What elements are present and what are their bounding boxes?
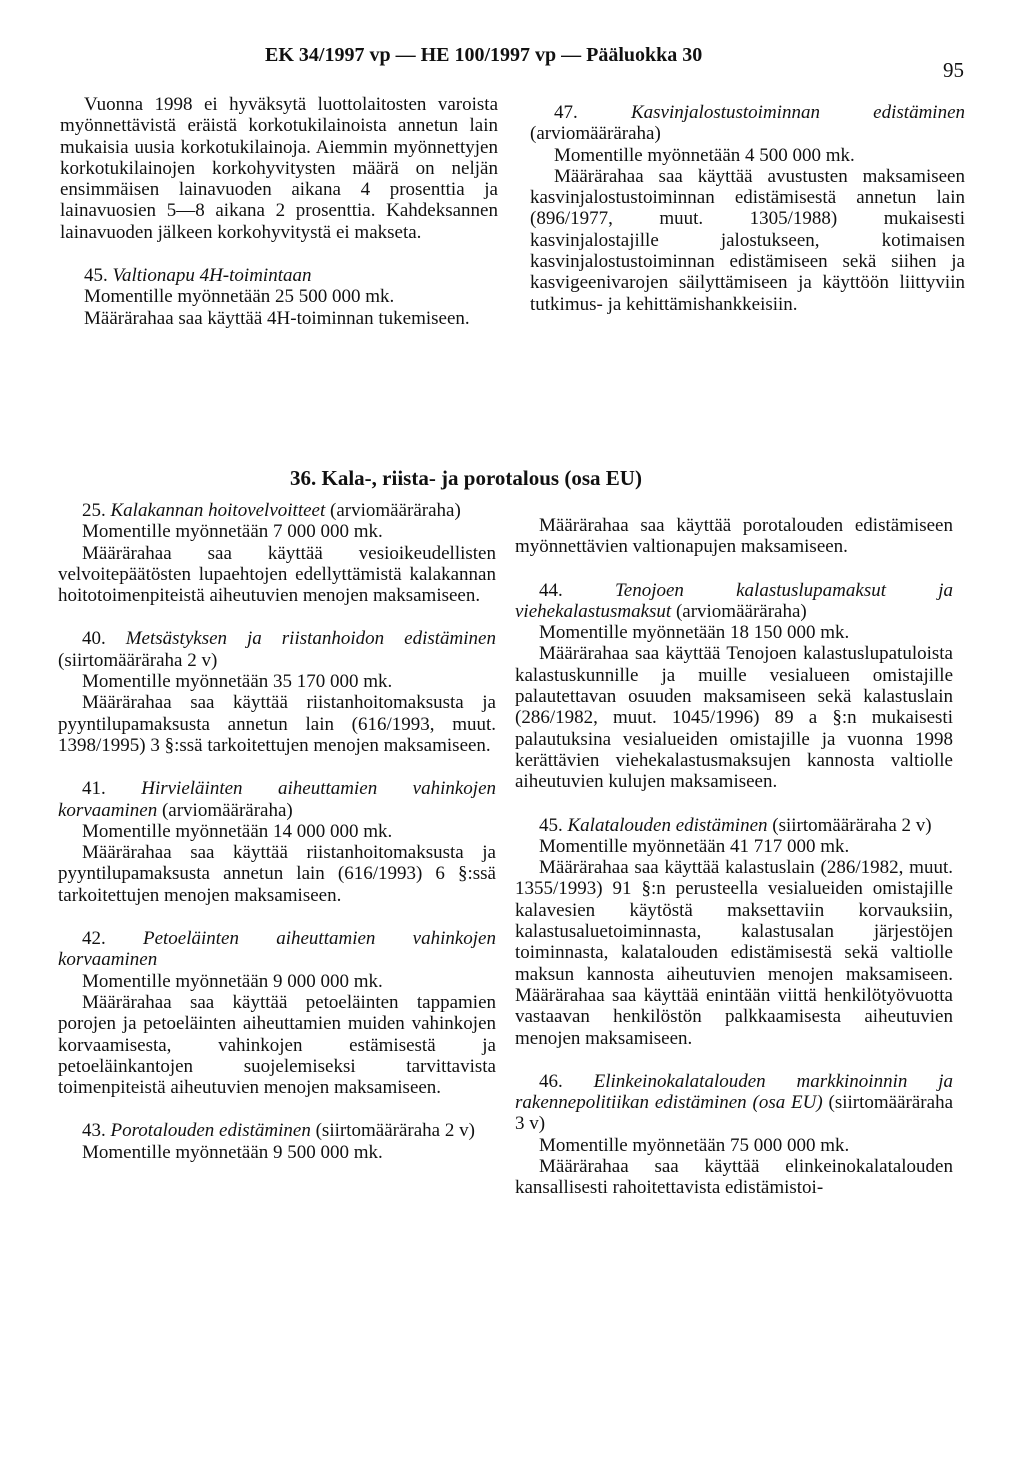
item-type: (siirtomääräraha 2 v) xyxy=(315,1120,475,1142)
item-45-heading xyxy=(60,265,498,286)
item-type: (siirtomääräraha 2 v) xyxy=(58,649,218,671)
item-46-amount: Momentille myönnetään 75 000 000 mk. xyxy=(539,1134,850,1156)
item-40-amount: Momentille myönnetään 35 170 000 mk. xyxy=(82,671,393,693)
item-45b-heading xyxy=(515,815,953,836)
item-number: 46. xyxy=(539,1070,563,1092)
item-43-amount: Momentille myönnetään 9 500 000 mk. xyxy=(82,1141,383,1163)
page-header: EK 34/1997 vp — HE 100/1997 vp — Pääluokka 30 xyxy=(265,44,703,66)
item-type: (siirtomääräraha 3 v) xyxy=(515,1092,953,1135)
item-45-text: Määrärahaa saa käyttää 4H-toiminnan tukemiseen. xyxy=(84,307,470,329)
item-number: 42. xyxy=(82,928,106,950)
item-title: Tenojoen kalastuslupamaksut ja viehekalastusmaksut xyxy=(515,579,953,622)
item-41-amount: Momentille myönnetään 14 000 000 mk. xyxy=(82,820,393,842)
page-number: 95 xyxy=(943,58,964,82)
top-right-column xyxy=(530,102,965,315)
item-45-amount: Momentille myönnetään 25 500 000 mk. xyxy=(84,286,395,308)
item-type: (siirtomääräraha 2 v) xyxy=(772,814,932,836)
item-number: 47. xyxy=(554,102,578,123)
item-number: 43. xyxy=(82,1120,106,1142)
item-title: Metsästyksen ja riistanhoidon edistäminen xyxy=(125,628,496,650)
item-title: Elinkeinokalatalouden markkinoinnin ja rakennepolitiikan edistäminen (osa EU) xyxy=(515,1070,954,1114)
item-47-amount: Momentille myönnetään 4 500 000 mk. xyxy=(554,144,855,166)
item-41-text: Määrärahaa saa käyttää riistanhoitomaksusta ja pyyntilupamaksusta annetun lain (616/1993) 6 §:ssä tarkoitettujen menojen maksamiseen. xyxy=(58,842,496,906)
item-41-heading xyxy=(58,778,496,821)
item-46-heading xyxy=(515,1071,953,1135)
item-44-heading xyxy=(515,580,953,623)
item-46-text: Määrärahaa saa käyttää elinkeinokalatalouden kansallisesti rahoitettavista edistämistoi- xyxy=(515,1156,953,1199)
korkotuki-paragraph: Vuonna 1998 ei hyväksytä luottolaitosten varoista myönnettävistä eräistä korkotukilainoista annetun lain mukaisia uusia korkotukilainoja. Aiemmin myönnettyjen korkotukilainojen korkohyvitysten määrä on neljän ensimmäisen lainavuoden aikana 4 prosenttia ja lainavuosien 5—8 aikana 2 prosenttia. Kahdeksannen lainavuoden jälkeen korkohyvitystä ei makseta. xyxy=(60,94,498,243)
item-47-text: Määrärahaa saa käyttää avustusten maksamiseen kasvinjalostustoiminnan edistämisestä annetun lain (896/1977, muut. 1305/1988) mukaisesti kasvinjalostajille jalostukseen, kotimaisen kasvinjalostustoiminnan edistämiseen sekä siihen ja kasvigeenivarojen säilyttämiseen ja käyttöön liittyviin tutkimus- ja kehittämishankkeisiin. xyxy=(530,165,965,315)
item-44-text: Määrärahaa saa käyttää Tenojoen kalastuslupatuloista kalastuskunnille ja muille vesialueen omistajille palautettavan osuuden maksamiseen sekä kalastuslain (286/1982, muut. 1045/1996) 89 a §:n mukaisesti palautuksina vesialueiden omistajille ja vuonna 1998 kerättävien viehekalastusmaksujen kannosta valtiolle aiheutuvien kulujen maksamiseen. xyxy=(515,643,953,793)
item-title: Porotalouden edistäminen xyxy=(110,1120,311,1142)
item-title: Kasvinjalostustoiminnan edistäminen xyxy=(630,102,965,123)
item-number: 44. xyxy=(539,579,563,601)
item-42-amount: Momentille myönnetään 9 000 000 mk. xyxy=(82,970,383,992)
item-25-heading xyxy=(58,500,496,521)
item-44-amount: Momentille myönnetään 18 150 000 mk. xyxy=(539,622,850,644)
item-47-heading xyxy=(530,102,965,145)
item-number: 45. xyxy=(539,814,563,836)
item-title: Petoeläinten aiheuttamien vahinkojen korvaaminen xyxy=(58,928,496,971)
item-type: (arviomääräraha) xyxy=(530,123,661,145)
item-25-amount: Momentille myönnetään 7 000 000 mk. xyxy=(82,521,383,543)
section-heading: 36. Kala-, riista- ja porotalous (osa EU) xyxy=(290,466,642,490)
item-40-text: Määrärahaa saa käyttää riistanhoitomaksusta ja pyyntilupamaksusta annetun lain (616/1993, muut. 1398/1995) 3 §:ssä tarkoitettujen menojen maksamiseen. xyxy=(58,692,496,756)
item-40-heading xyxy=(58,628,496,671)
bottom-right-column xyxy=(515,515,953,1199)
item-title: Kalakannan hoitovelvoitteet xyxy=(110,500,326,521)
item-type: (arviomääräraha) xyxy=(675,600,807,622)
item-45b-amount: Momentille myönnetään 41 717 000 mk. xyxy=(539,835,850,857)
item-45b-text: Määrärahaa saa käyttää kalastuslain (286/1982, muut. 1355/1993) 91 §:n perusteella vesialueiden omistajille kalavesien käytöstä maksettaviin korvauksiin, kalastusaluetoiminnasta, kalastusalan järjestöjen toiminnasta, kalatalouden edistämisestä sekä valtiolle maksun kannosta aiheutuvien menojen maksamiseen. Määrärahaa saa käyttää enintään viittä henkilötyövuotta vastaavan henkilöstön palkkaamisesta aiheutuvien menojen maksamiseen. xyxy=(515,857,953,1049)
item-number: 40. xyxy=(82,628,106,650)
item-number: 45. xyxy=(84,265,108,287)
item-42-heading xyxy=(58,928,496,971)
item-type: (arviomääräraha) xyxy=(330,500,461,521)
item-number: 41. xyxy=(82,778,106,800)
item-number: 25. xyxy=(82,500,106,521)
top-left-column xyxy=(60,94,498,329)
item-title: Kalatalouden edistäminen xyxy=(567,814,768,836)
item-title: Valtionapu 4H-toimintaan xyxy=(112,265,312,287)
item-25-text: Määrärahaa saa käyttää vesioikeudellisten velvoitepäätösten lupaehtojen edellyttämistä kalakannan hoitotoimenpiteistä aiheutuvien menojen maksamiseen. xyxy=(58,542,496,607)
item-type: (arviomääräraha) xyxy=(161,799,293,821)
bottom-left-column xyxy=(58,500,496,1163)
item-43-heading xyxy=(58,1120,496,1141)
item-42-text: Määrärahaa saa käyttää petoeläinten tappamien porojen ja petoeläinten aiheuttamien muiden vahinkojen korvaamisesta, vahinkojen estämisestä ja petoeläinkantojen suojelemiseksi tarvittavista toimenpiteistä aiheutuvien menojen maksamiseen. xyxy=(58,991,496,1099)
porotalous-continuation: Määrärahaa saa käyttää porotalouden edistämiseen myönnettävien valtionapujen maksamiseen. xyxy=(515,515,953,558)
item-title: Hirvieläinten aiheuttamien vahinkojen korvaaminen xyxy=(58,778,497,821)
